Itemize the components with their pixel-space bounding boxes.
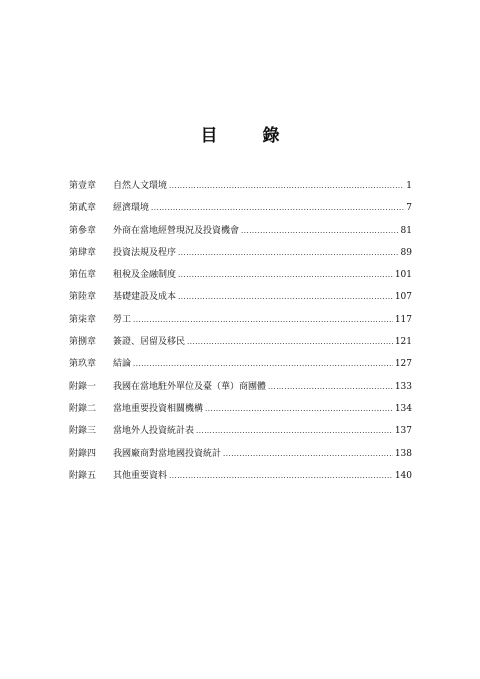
dot-leader — [169, 470, 393, 482]
toc-appendix-label: 附錄四 — [69, 448, 97, 459]
toc-page-number: 138 — [394, 448, 412, 459]
toc-row — [69, 425, 412, 447]
toc-page-number: 1 — [406, 181, 412, 191]
toc-chapter-label: 第玖章 — [69, 359, 97, 370]
toc-row — [69, 291, 412, 313]
toc-chapter-label: 第貳章 — [69, 203, 97, 214]
toc-page-number: 127 — [394, 359, 412, 370]
toc-row — [69, 448, 412, 470]
toc-appendix-title: 我國廠商對當地國投資統計 — [113, 448, 222, 459]
dot-leader — [178, 269, 393, 281]
toc-page-number: 89 — [400, 247, 412, 258]
toc-row — [69, 314, 412, 336]
toc-page-number: 134 — [394, 403, 412, 414]
dot-leader — [268, 381, 393, 393]
toc-page-number: 140 — [394, 470, 412, 481]
toc-appendix-title: 當地重要投資相關機構 — [113, 403, 204, 414]
toc-appendix-title: 其他重要資料 — [113, 470, 168, 481]
toc-chapter-title: 經濟環境 — [113, 203, 150, 214]
dot-leader — [196, 425, 393, 437]
dot-leader — [178, 247, 399, 259]
toc-chapter-title: 勞工 — [113, 314, 132, 325]
toc-chapter-title: 自然人文環境 — [113, 181, 168, 191]
toc-chapter-label: 第壹章 — [69, 181, 97, 191]
toc-page-number: 81 — [400, 225, 412, 236]
toc-chapter-title: 租稅及金融制度 — [113, 270, 177, 281]
dot-leader — [133, 358, 393, 370]
toc-row — [69, 180, 412, 202]
toc-page-number: 101 — [394, 270, 412, 281]
dot-leader — [133, 314, 393, 326]
toc-page-number: 117 — [394, 314, 412, 325]
toc-chapter-title: 結論 — [113, 359, 132, 370]
toc-row — [69, 336, 412, 358]
toc-appendix-label: 附錄一 — [69, 381, 97, 392]
toc-chapter-label: 第陸章 — [69, 292, 97, 303]
toc-page-number: 7 — [406, 203, 412, 214]
dot-leader — [151, 202, 404, 214]
toc-chapter-title: 基礎建設及成本 — [113, 292, 177, 303]
toc-row — [69, 202, 412, 224]
toc-row — [69, 470, 412, 492]
toc-page-number: 107 — [394, 292, 412, 303]
dot-leader — [187, 336, 393, 348]
toc-row — [69, 247, 412, 269]
dot-leader — [178, 291, 393, 303]
toc-appendix-label: 附錄五 — [69, 470, 97, 481]
toc-appendix-title: 我國在當地駐外單位及臺（華）商團體 — [113, 381, 267, 392]
toc-row — [69, 403, 412, 425]
dot-leader — [205, 403, 393, 415]
toc-chapter-label: 第伍章 — [69, 270, 97, 281]
toc-chapter-title: 簽證、居留及移民 — [113, 337, 186, 348]
toc-row — [69, 269, 412, 291]
toc-row — [69, 225, 412, 247]
toc-chapter-label: 第柒章 — [69, 314, 97, 325]
toc-chapter-label: 第肆章 — [69, 247, 97, 258]
dot-leader — [223, 448, 393, 460]
toc-row — [69, 381, 412, 403]
toc-appendix-title: 當地外人投資統計表 — [113, 426, 195, 437]
toc-row — [69, 358, 412, 380]
toc-chapter-label: 第參章 — [69, 225, 97, 236]
dot-leader — [169, 180, 404, 192]
toc-appendix-label: 附錄二 — [69, 403, 97, 414]
dot-leader — [241, 225, 399, 237]
toc-chapter-title: 投資法規及程序 — [113, 247, 177, 258]
toc-chapter-label: 第捌章 — [69, 337, 97, 348]
toc-page-number: 121 — [394, 337, 412, 348]
page-title: 目 錄 — [200, 126, 294, 146]
table-of-contents — [69, 180, 412, 492]
toc-page-number: 133 — [394, 381, 412, 392]
toc-appendix-label: 附錄三 — [69, 426, 97, 437]
toc-chapter-title: 外商在當地經營現況及投資機會 — [113, 225, 240, 236]
toc-page-number: 137 — [394, 426, 412, 437]
